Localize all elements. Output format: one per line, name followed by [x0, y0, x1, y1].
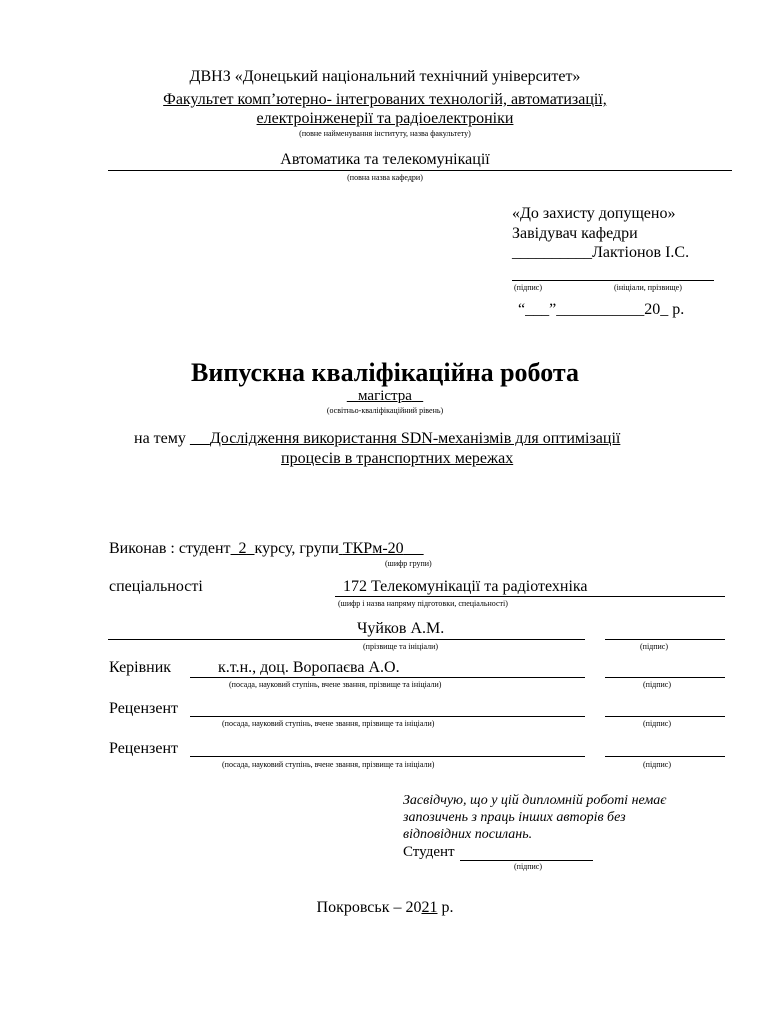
reviewer-1-signature-line [605, 716, 725, 717]
degree-text: магістра [358, 388, 412, 404]
department-caption: (повна назва кафедри) [347, 173, 423, 182]
work-title [0, 358, 770, 388]
performed-label: Виконав : студент [109, 540, 231, 557]
department-underline [108, 170, 732, 171]
performed-row [109, 540, 424, 558]
reviewer-2-caption: (посада, науковий ступінь, вчене звання, прізвище та ініціали) [222, 760, 435, 769]
topic-line-1 [190, 430, 620, 447]
declaration-line-2: запозичень з праць інших авторів без [403, 810, 626, 825]
reviewer-1-caption: (посада, науковий ступінь, вчене звання, прізвище та ініціали) [222, 719, 435, 728]
approval-signature-caption: (підпис) [514, 283, 543, 292]
course-text: 2 [238, 540, 247, 557]
topic-row-1 [134, 430, 620, 448]
university-name: ДВНЗ «Донецький національний технічний університет» [189, 68, 581, 85]
work-title-text: Випускна кваліфікаційна робота [191, 358, 579, 387]
approval-signature-line [512, 280, 714, 281]
approval-head-name: __________Лактіонов І.С. [512, 244, 690, 261]
group-value [339, 540, 424, 557]
degree-value [347, 388, 423, 404]
reviewer-2-underline [190, 756, 585, 757]
supervisor-value: к.т.н., доц. Воропаєва А.О. [218, 659, 400, 676]
faculty-line-2: електроінженерії та радіоелектроніки [256, 110, 514, 127]
specialty-caption: (шифр і назва напряму підготовки, спеціальності) [338, 599, 508, 608]
specialty-underline [335, 596, 725, 597]
group-text: ТКРм-20 [342, 540, 404, 557]
specialty-label: спеціальності [109, 578, 203, 595]
reviewer-1-signature-caption: (підпис) [643, 719, 672, 728]
reviewer-2-signature-line [605, 756, 725, 757]
supervisor-caption: (посада, науковий ступінь, вчене звання, прізвище та ініціали) [229, 680, 442, 689]
student-name: Чуйков А.М. [357, 620, 445, 637]
student-signature-caption: (підпис) [640, 642, 669, 651]
reviewer-1-underline [190, 716, 585, 717]
faculty-line-1: Факультет комп’ютерно- інтегрованих технологій, автоматизації, [163, 91, 607, 108]
student-name-caption: (прізвище та ініціали) [363, 642, 439, 651]
group-caption: (шифр групи) [385, 559, 432, 568]
reviewer-2-signature-caption: (підпис) [643, 760, 672, 769]
declaration-signature-caption: (підпис) [514, 862, 543, 871]
approval-head-label: Завідувач кафедри [512, 225, 638, 242]
student-name-underline [108, 639, 585, 640]
topic-line-1-text: Дослідження використання SDN-механізмів для оптимізації [209, 430, 621, 447]
year-underlined: 21 [421, 899, 438, 916]
declaration-signature-line [460, 860, 593, 861]
city-year [0, 899, 770, 917]
student-signature-line [605, 639, 725, 640]
year-suffix: р. [437, 899, 454, 916]
degree-caption: (освітньо-кваліфікаційний рівень) [326, 406, 444, 415]
supervisor-label: Керівник [109, 659, 172, 676]
supervisor-signature-line [605, 677, 725, 678]
course-value [231, 540, 255, 557]
topic-line-2: процесів в транспортних мережах [281, 450, 514, 467]
reviewer-1-label: Рецензент [109, 700, 178, 717]
course-label: курсу, групи [254, 540, 339, 557]
declaration-line-1: Засвідчую, що у цій дипломній роботі немає [403, 793, 667, 808]
faculty-caption: (повне найменування інституту, назва факультету) [299, 129, 471, 138]
department-name: Автоматика та телекомунікації [280, 151, 490, 168]
supervisor-underline [190, 677, 585, 678]
declaration-student-label: Студент [403, 844, 455, 860]
declaration-line-3: відповідних посилань. [403, 827, 533, 842]
supervisor-signature-caption: (підпис) [643, 680, 672, 689]
degree-row [0, 388, 770, 405]
specialty-value: 172 Телекомунікації та радіотехніка [343, 578, 588, 595]
reviewer-2-label: Рецензент [109, 740, 178, 757]
approval-date-line: “___”___________20_ р. [518, 301, 685, 318]
city-text: Покровськ – 20 [316, 899, 422, 916]
topic-label: на тему [134, 430, 186, 447]
approval-initials-caption: (ініціали, прізвище) [614, 283, 682, 292]
approval-title: «До захисту допущено» [512, 205, 676, 222]
